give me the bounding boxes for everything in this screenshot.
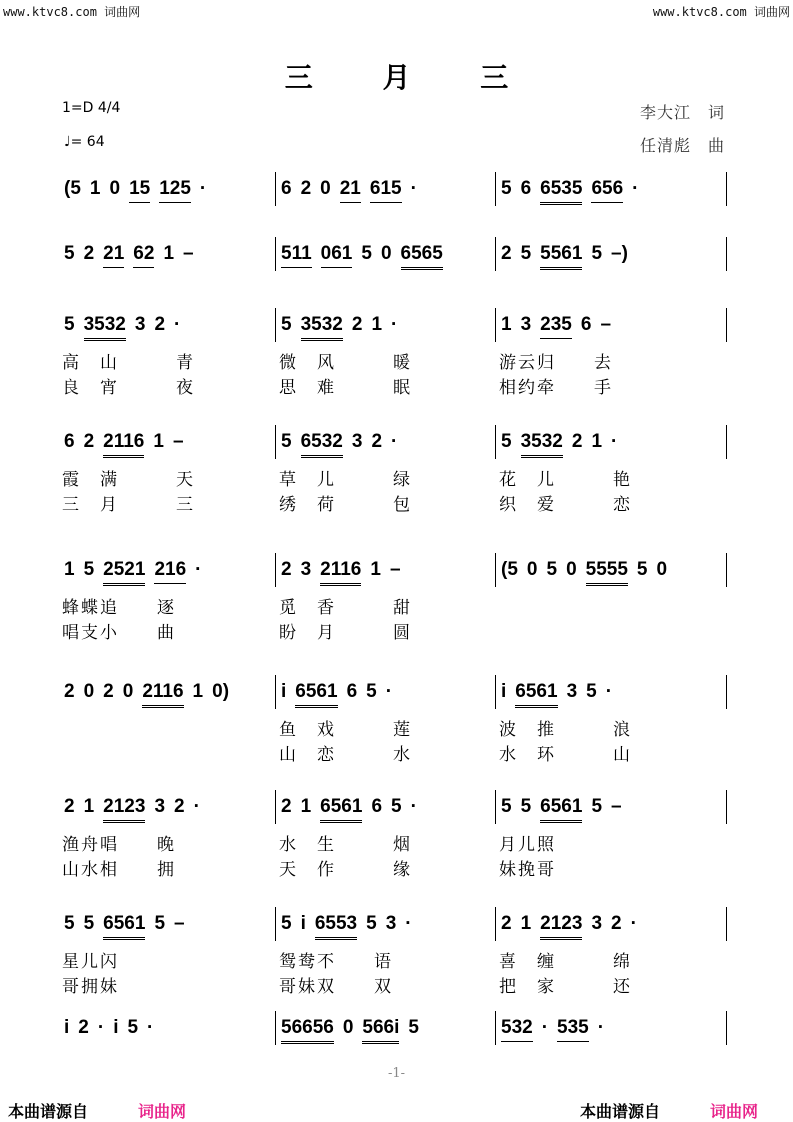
lyric-verse-2: 水 环 山 (499, 745, 632, 765)
barline (726, 1011, 727, 1045)
lyric-verse-2: 山水相 拥 (62, 860, 176, 880)
note-group: · (410, 796, 417, 817)
footer-right (580, 1099, 758, 1122)
note-group: i (113, 1017, 119, 1038)
note-group: 1 (64, 559, 75, 580)
measure-notes (281, 1017, 428, 1044)
note-group: 15 (129, 178, 150, 203)
barline (726, 790, 727, 824)
lyric-verse-2: 哥妹双 双 (279, 977, 393, 997)
note-group: · (405, 913, 412, 934)
measure-notes (281, 796, 426, 823)
measure (58, 790, 275, 890)
note-group: 5 (366, 681, 377, 702)
measure-notes (501, 178, 647, 205)
note-group: 0 (320, 178, 331, 199)
page-number: -1- (387, 1066, 406, 1081)
barline (726, 675, 727, 709)
note-group: 2 (174, 796, 185, 817)
measure (58, 907, 275, 1007)
note-group: 5 (64, 913, 75, 934)
note-group: · (632, 178, 639, 199)
tempo-marking: ♩= 64 (64, 134, 105, 150)
note-group: 2116 (320, 559, 361, 586)
barline (275, 425, 276, 459)
barline (275, 907, 276, 941)
footer-site-link[interactable]: 词曲网 (710, 1102, 759, 1121)
note-group: 2 (351, 314, 363, 335)
note-group: 1 (83, 796, 95, 817)
measure-notes (501, 314, 620, 339)
note-group: – (389, 559, 401, 580)
measure-notes (281, 243, 452, 270)
staff-system (0, 675, 793, 775)
note-group: 5 (591, 243, 603, 264)
measure (495, 308, 727, 408)
measure (275, 553, 495, 653)
lyric-verse-2: 天 作 缘 (279, 860, 412, 880)
measure (495, 907, 727, 1007)
note-group: 0 (342, 1017, 354, 1038)
measure-notes (501, 796, 631, 823)
note-group: – (183, 243, 194, 264)
note-group: 3 (134, 314, 146, 335)
barline (495, 425, 496, 459)
note-group: 0 (109, 178, 121, 199)
measure (275, 675, 495, 775)
note-group: 5 (546, 559, 558, 580)
lyric-verse-1: 蜂蝶追 逐 (62, 598, 176, 618)
note-group: 1 (520, 913, 532, 934)
lyric-verse-1: 鸳鸯不 语 (279, 952, 393, 972)
lyric-verse-1: 高 山 青 (62, 353, 195, 373)
measure-notes (64, 681, 238, 708)
note-group: 0) (212, 681, 230, 702)
barline (275, 675, 276, 709)
measure (495, 553, 727, 653)
note-group: 2 (501, 243, 512, 264)
note-group: 6561 (295, 681, 337, 708)
note-group: 5 (64, 243, 75, 264)
note-group: · (193, 796, 200, 817)
note-group: 3 (154, 796, 166, 817)
note-group: 6 (580, 314, 592, 335)
note-group: · (391, 314, 398, 335)
note-group: 6553 (315, 913, 357, 940)
note-group: 1 (501, 314, 512, 335)
measure-notes (501, 243, 637, 270)
note-group: 1 (163, 243, 175, 264)
note-group: 5 (586, 681, 597, 702)
measure (495, 790, 727, 890)
barline (726, 172, 727, 206)
note-group: 2123 (540, 913, 582, 940)
note-group: 0 (566, 559, 577, 580)
note-group: · (97, 1017, 105, 1038)
note-group: 6561 (103, 913, 145, 940)
note-group: 216 (154, 559, 186, 584)
footer-source-label: 本曲谱源自 (8, 1102, 89, 1121)
note-group: · (147, 1017, 154, 1038)
lyric-verse-2: 哥拥妹 (62, 977, 119, 997)
note-group: 2 (371, 431, 383, 452)
note-group: 0 (83, 681, 95, 702)
staff-system (0, 308, 793, 408)
lyric-verse-1: 觅 香 甜 (279, 598, 412, 618)
note-group: 6565 (401, 243, 443, 270)
measure (58, 675, 275, 775)
note-group: 5561 (540, 243, 582, 270)
lyric-verse-2: 妹挽哥 (499, 860, 556, 880)
measure-notes (281, 431, 406, 458)
note-group: (5 (501, 559, 518, 580)
note-group: 2123 (103, 796, 145, 823)
measure-notes (281, 559, 410, 586)
note-group: 5 (408, 1017, 419, 1038)
measure-notes (501, 681, 621, 708)
note-group: · (391, 431, 398, 452)
barline (495, 237, 496, 271)
lyric-verse-1: 喜 缠 绵 (499, 952, 632, 972)
note-group: 061 (321, 243, 353, 268)
note-group: 5 (520, 796, 532, 817)
note-group: 5 (281, 913, 292, 934)
measure-notes (64, 178, 215, 203)
note-group: 3532 (84, 314, 126, 341)
measure (58, 308, 275, 408)
note-group: i (281, 681, 287, 702)
note-group: –) (611, 243, 628, 264)
barline (726, 553, 727, 587)
measure (495, 1011, 727, 1111)
note-group: 5 (501, 796, 512, 817)
note-group: 125 (159, 178, 191, 203)
note-group: 5 (127, 1017, 139, 1038)
note-group: 0 (656, 559, 668, 580)
measure-notes (501, 559, 676, 586)
note-group: 0 (526, 559, 538, 580)
lyric-verse-1: 水 生 烟 (279, 835, 412, 855)
lyric-verse-1: 鱼 戏 莲 (279, 720, 412, 740)
note-group: 1 (591, 431, 603, 452)
note-group: · (195, 559, 202, 580)
note-group: 2 (83, 431, 95, 452)
note-group: 511 (281, 243, 312, 268)
staff-system (0, 425, 793, 525)
note-group: 0 (380, 243, 392, 264)
note-group: 1 (153, 431, 164, 452)
lyric-verse-1: 波 推 浪 (499, 720, 632, 740)
note-group: 2116 (142, 681, 183, 708)
measure (58, 425, 275, 525)
measure (275, 308, 495, 408)
measure (58, 553, 275, 653)
lyric-verse-1: 霞 满 天 (62, 470, 195, 490)
note-group: 6561 (540, 796, 582, 823)
lyric-verse-2: 良 宵 夜 (62, 378, 195, 398)
lyric-verse-1: 月儿照 (499, 835, 556, 855)
note-group: 5555 (586, 559, 628, 586)
note-group: – (172, 431, 184, 452)
note-group: 535 (557, 1017, 589, 1042)
note-group: · (199, 178, 207, 199)
note-group: 1 (89, 178, 101, 199)
composer-credit: 任清彪 曲 (640, 136, 726, 155)
measure-notes (281, 681, 401, 708)
note-group: 5 (361, 243, 372, 264)
note-group: 62 (133, 243, 154, 268)
footer-source-label: 本曲谱源自 (580, 1102, 661, 1121)
measure (275, 907, 495, 1007)
lyric-verse-2: 三 月 三 (62, 495, 195, 515)
barline (275, 553, 276, 587)
lyric-verse-2: 山 恋 水 (279, 745, 412, 765)
measure (275, 425, 495, 525)
note-group: 6 (64, 431, 75, 452)
note-group: 2 (103, 681, 114, 702)
note-group: 3532 (521, 431, 563, 458)
note-group: 5 (591, 796, 603, 817)
lyric-verse-2: 织 爱 恋 (499, 495, 632, 515)
staff-system (0, 790, 793, 890)
watermark-left: www.ktvc8.com 词曲网 (3, 5, 141, 19)
note-group: 3 (520, 314, 532, 335)
staff-system (0, 553, 793, 653)
note-group: 3 (385, 913, 397, 934)
note-group: 2 (64, 681, 75, 702)
note-group: 3 (300, 559, 312, 580)
note-group: 2 (611, 913, 622, 934)
note-group: · (410, 178, 417, 199)
note-group: 1 (192, 681, 204, 702)
note-group: 5 (281, 431, 292, 452)
lyric-verse-2: 盼 月 圆 (279, 623, 412, 643)
note-group: 6 (346, 681, 358, 702)
note-group: 21 (340, 178, 361, 203)
note-group: – (600, 314, 612, 335)
note-group: 6561 (515, 681, 557, 708)
note-group: 656 (591, 178, 623, 203)
barline (275, 237, 276, 271)
note-group: i (501, 681, 507, 702)
barline (726, 907, 727, 941)
measure (275, 1011, 495, 1111)
barline (726, 237, 727, 271)
note-group: · (597, 1017, 605, 1038)
lyric-verse-2: 思 难 眠 (279, 378, 412, 398)
lyric-verse-2: 绣 荷 包 (279, 495, 412, 515)
note-group: · (174, 314, 181, 335)
measure (495, 425, 727, 525)
note-group: 6532 (301, 431, 343, 458)
lyric-verse-1: 花 儿 艳 (499, 470, 632, 490)
note-group: · (630, 913, 637, 934)
note-group: 6535 (540, 178, 582, 205)
note-group: 2 (64, 796, 75, 817)
note-group: 56656 (281, 1017, 334, 1044)
barline (495, 1011, 496, 1045)
note-group: 3 (566, 681, 578, 702)
measure-notes (64, 1017, 162, 1041)
note-group: 2 (300, 178, 312, 199)
lyric-verse-1: 草 儿 绿 (279, 470, 412, 490)
note-group: 3 (591, 913, 603, 934)
note-group: 5 (83, 559, 95, 580)
measure (275, 790, 495, 890)
barline (726, 308, 727, 342)
note-group: 6 (281, 178, 292, 199)
note-group: 615 (370, 178, 402, 203)
barline (275, 308, 276, 342)
note-group: 2 (501, 913, 512, 934)
key-signature: 1=D 4/4 (62, 100, 121, 116)
note-group: · (605, 681, 613, 702)
note-group: 2 (78, 1017, 89, 1038)
lyric-verse-2: 唱支小 曲 (62, 623, 176, 643)
measure-notes (64, 559, 210, 586)
note-group: 5 (391, 796, 402, 817)
note-group: 6561 (320, 796, 362, 823)
note-group: 2 (281, 796, 292, 817)
note-group: 0 (122, 681, 134, 702)
measure-notes (64, 243, 203, 268)
barline (495, 907, 496, 941)
note-group: 532 (501, 1017, 533, 1042)
barline (275, 790, 276, 824)
note-group: 5 (366, 913, 377, 934)
lyric-verse-1: 星儿闪 (62, 952, 119, 972)
note-group: i (64, 1017, 70, 1038)
note-group: · (385, 681, 393, 702)
note-group: 5 (154, 913, 166, 934)
measure-notes (64, 314, 189, 341)
lyric-verse-1: 渔舟唱 晚 (62, 835, 176, 855)
note-group: – (174, 913, 185, 934)
footer-left (8, 1099, 186, 1122)
barline (495, 790, 496, 824)
note-group: · (541, 1017, 549, 1038)
measure-notes (281, 314, 406, 341)
staff-system (0, 907, 793, 1007)
lyricist-credit: 李大江 词 (640, 103, 726, 122)
note-group: 5 (64, 314, 75, 335)
barline (495, 308, 496, 342)
footer-site-link[interactable]: 词曲网 (138, 1102, 187, 1121)
barline (495, 675, 496, 709)
lyric-verse-1: 游云归 去 (499, 353, 613, 373)
lyric-verse-2: 相约牵 手 (499, 378, 613, 398)
note-group: 566i (362, 1017, 399, 1044)
staff-system (0, 1011, 793, 1111)
barline (726, 425, 727, 459)
note-group: 3 (351, 431, 363, 452)
measure-notes (281, 178, 426, 203)
lyric-verse-2: 把 家 还 (499, 977, 632, 997)
note-group: 5 (520, 243, 532, 264)
note-group: 1 (370, 559, 381, 580)
lyric-verse-1: 微 风 暖 (279, 353, 412, 373)
note-group: 1 (300, 796, 312, 817)
note-group: 2 (83, 243, 95, 264)
note-group: 5 (636, 559, 648, 580)
note-group: 6 (520, 178, 532, 199)
note-group: 5 (501, 178, 512, 199)
measure-notes (281, 913, 421, 940)
note-group: 2116 (103, 431, 144, 458)
note-group: 2 (154, 314, 166, 335)
song-title: 三 月 三 (284, 61, 539, 94)
note-group: 5 (281, 314, 292, 335)
note-group: 235 (540, 314, 572, 339)
barline (275, 172, 276, 206)
watermark-right: www.ktvc8.com 词曲网 (652, 5, 790, 19)
note-group: 21 (103, 243, 124, 268)
note-group: 6 (371, 796, 383, 817)
barline (275, 1011, 276, 1045)
measure (495, 675, 727, 775)
barline (495, 553, 496, 587)
note-group: · (611, 431, 618, 452)
note-group: 1 (371, 314, 383, 335)
measure-notes (501, 431, 626, 458)
note-group: 2 (571, 431, 583, 452)
barline (495, 172, 496, 206)
note-group: i (300, 913, 306, 934)
note-group: 5 (501, 431, 512, 452)
measure-notes (501, 1017, 613, 1042)
measure-notes (501, 913, 646, 940)
measure-notes (64, 913, 194, 940)
note-group: 2521 (103, 559, 145, 586)
measure-notes (64, 431, 193, 458)
note-group: (5 (64, 178, 81, 199)
measure-notes (64, 796, 209, 823)
measure (58, 1011, 275, 1111)
note-group: 2 (281, 559, 292, 580)
note-group: – (611, 796, 622, 817)
note-group: 3532 (301, 314, 343, 341)
note-group: 5 (83, 913, 95, 934)
